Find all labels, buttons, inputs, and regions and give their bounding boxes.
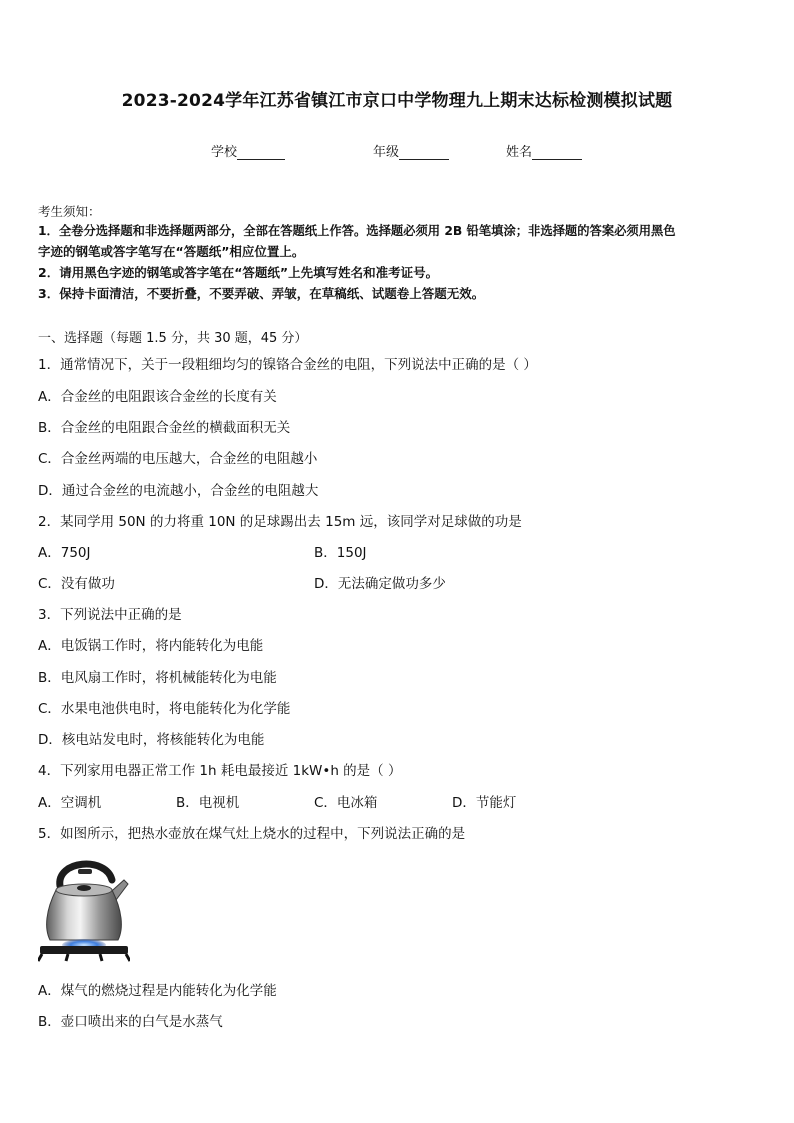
- kettle-on-stove-image: [38, 850, 130, 962]
- question-2-option-c: C．没有做功: [38, 576, 115, 592]
- question-2-option-a: A．750J: [38, 545, 91, 561]
- grade-label: 年级: [373, 145, 400, 160]
- question-2-option-b: B．150J: [314, 545, 367, 561]
- question-3-option-d: D．核电站发电时，将核能转化为电能: [38, 732, 265, 748]
- school-field[interactable]: [211, 141, 285, 160]
- question-1-option-c: C．合金丝两端的电压越大，合金丝的电阻越小: [38, 451, 318, 467]
- school-label: 学校: [211, 145, 238, 160]
- notice-line-1b: 字迹的钢笔或答字笔写在“答题纸”相应位置上。: [38, 244, 305, 259]
- question-2-option-d: D．无法确定做功多少: [314, 576, 446, 592]
- question-1-option-b: B．合金丝的电阻跟合金丝的横截面积无关: [38, 420, 291, 436]
- question-3-option-c: C．水果电池供电时，将电能转化为化学能: [38, 701, 291, 717]
- question-1-option-a: A．合金丝的电阻跟该合金丝的长度有关: [38, 389, 277, 405]
- question-3-stem: 3．下列说法中正确的是: [38, 607, 182, 623]
- question-3-option-a: A．电饭锅工作时，将内能转化为电能: [38, 638, 264, 654]
- question-5-option-a: A．煤气的燃烧过程是内能转化为化学能: [38, 983, 277, 999]
- notice-line-3: 3．保持卡面清洁，不要折叠，不要弄破、弄皱，在草稿纸、试题卷上答题无效。: [38, 286, 485, 301]
- question-1-stem: 1．通常情况下，关于一段粗细均匀的镍铬合金丝的电阻，下列说法中正确的是（ ）: [38, 357, 537, 373]
- notice-heading: 考生须知：: [38, 204, 101, 219]
- question-4-stem: 4．下列家用电器正常工作 1h 耗电最接近 1kW•h 的是（ ）: [38, 763, 402, 779]
- section-heading: 一、选择题（每题 1.5 分，共 30 题，45 分）: [38, 331, 308, 346]
- question-1-option-d: D．通过合金丝的电流越小，合金丝的电阻越大: [38, 483, 319, 499]
- exam-title: 2023-2024学年江苏省镇江市京口中学物理九上期末达标检测模拟试题: [121, 91, 673, 111]
- student-info-row: [0, 141, 794, 161]
- question-4-option-c: C．电冰箱: [314, 795, 378, 811]
- name-label: 姓名: [506, 145, 533, 160]
- name-field[interactable]: [506, 141, 582, 160]
- question-3-option-b: B．电风扇工作时，将机械能转化为电能: [38, 670, 277, 686]
- question-4-option-d: D．节能灯: [452, 795, 517, 811]
- kettle-body: [47, 890, 122, 940]
- notice-line-2: 2．请用黑色字迹的钢笔或答字笔在“答题纸”上先填写姓名和准考证号。: [38, 265, 439, 280]
- question-5-option-b: B．壶口喷出来的白气是水蒸气: [38, 1014, 223, 1030]
- grade-blank[interactable]: [399, 145, 449, 160]
- question-4-option-a: A．空调机: [38, 795, 102, 811]
- notice-line-1a: 1．全卷分选择题和非选择题两部分，全部在答题纸上作答。选择题必须用 2B 铅笔填涂；非选择题的答案必须用黑色: [38, 224, 676, 238]
- question-2-stem: 2．某同学用 50N 的力将重 10N 的足球踢出去 15m 远，该同学对足球做的功是: [38, 514, 522, 530]
- question-5-stem: 5．如图所示，把热水壶放在煤气灶上烧水的过程中，下列说法正确的是: [38, 826, 466, 842]
- gas-stove: [40, 946, 128, 954]
- kettle-handle: [60, 864, 112, 886]
- name-blank[interactable]: [532, 145, 582, 160]
- school-blank[interactable]: [237, 145, 285, 160]
- grade-field[interactable]: [373, 141, 449, 160]
- question-4-option-b: B．电视机: [176, 795, 240, 811]
